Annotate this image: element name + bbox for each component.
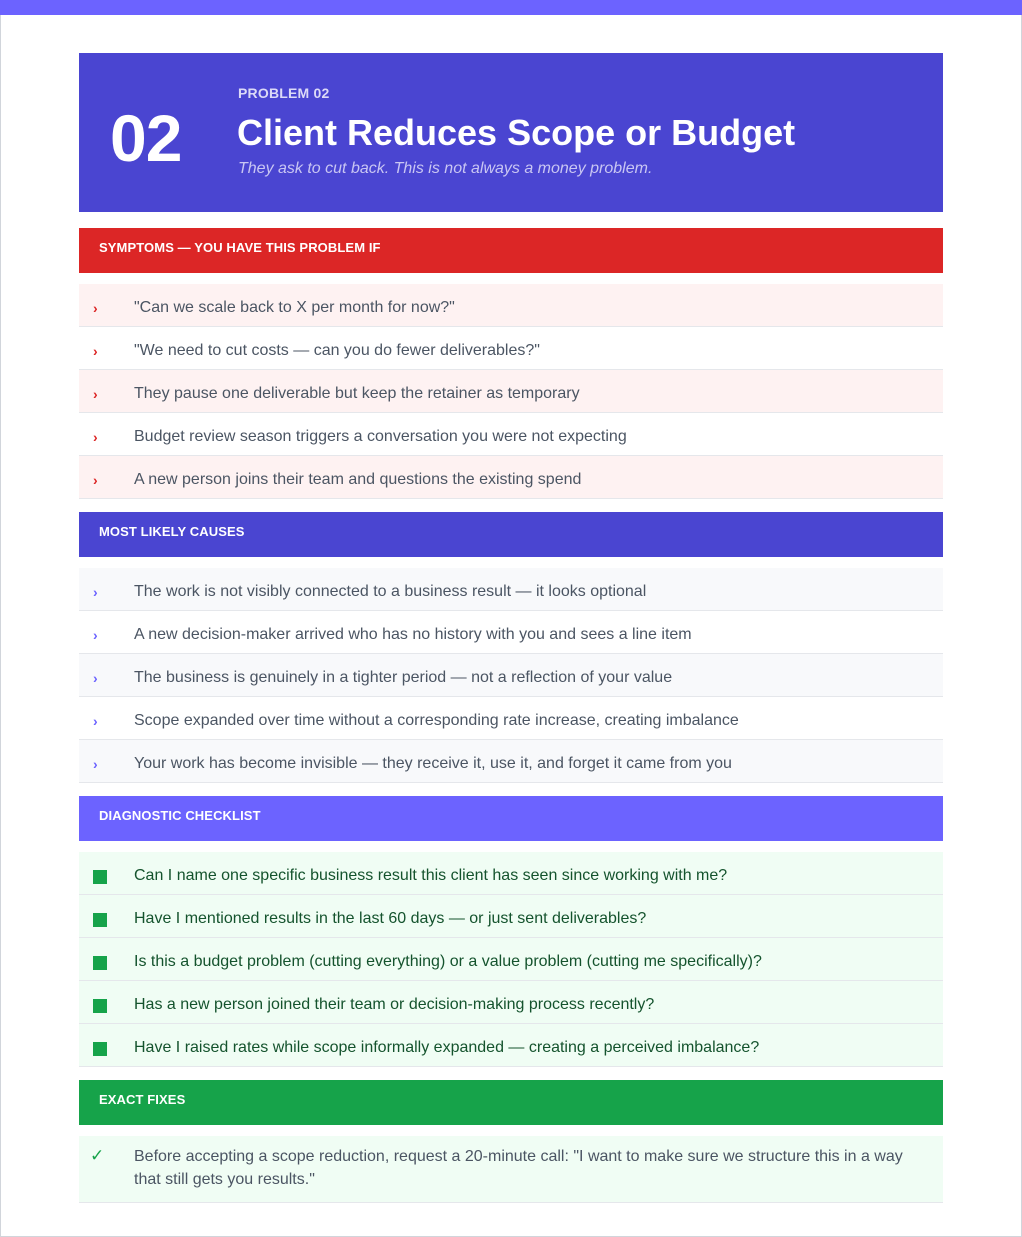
fixes-list	[79, 1136, 943, 1203]
checkbox-icon[interactable]	[93, 870, 107, 884]
top-accent-bar	[0, 0, 1022, 15]
chevron-right-icon: ›	[93, 429, 98, 445]
problem-number: 02	[110, 101, 182, 175]
chevron-right-icon: ›	[93, 300, 98, 316]
cause-item	[79, 611, 943, 654]
checklist-item	[79, 1024, 943, 1067]
cause-item	[79, 740, 943, 783]
symptom-text: "We need to cut costs — can you do fewer deliverables?"	[134, 342, 540, 359]
problem-card	[79, 53, 943, 1203]
chevron-right-icon: ›	[93, 627, 98, 643]
symptom-text: "Can we scale back to X per month for now?"	[134, 299, 455, 316]
checkbox-icon[interactable]	[93, 956, 107, 970]
cause-item	[79, 654, 943, 697]
fix-item	[79, 1136, 943, 1203]
problem-title: Client Reduces Scope or Budget	[237, 112, 796, 153]
chevron-right-icon: ›	[93, 756, 98, 772]
symptom-item	[79, 370, 943, 413]
cause-text: The work is not visibly connected to a business result — it looks optional	[134, 583, 647, 600]
symptoms-heading: SYMPTOMS — YOU HAVE THIS PROBLEM IF	[79, 228, 943, 273]
checklist-item	[79, 938, 943, 981]
symptom-item	[79, 327, 943, 370]
symptoms-list	[79, 284, 943, 499]
causes-list	[79, 568, 943, 783]
checklist-text: Can I name one specific business result this client has seen since working with me?	[134, 867, 728, 884]
symptom-text: A new person joins their team and questions the existing spend	[134, 471, 582, 488]
diagnostic-checklist	[79, 852, 943, 1067]
checklist-item	[79, 981, 943, 1024]
chevron-right-icon: ›	[93, 670, 98, 686]
checklist-item	[79, 895, 943, 938]
chevron-right-icon: ›	[93, 584, 98, 600]
symptom-item	[79, 413, 943, 456]
cause-item	[79, 568, 943, 611]
fix-text: Before accepting a scope reduction, request a 20-minute call: "I want to make sure we structure this in a way that still gets you results."	[134, 1148, 903, 1188]
checklist-text: Have I raised rates while scope informally expanded — creating a perceived imbalance?	[134, 1039, 760, 1056]
checklist-text: Is this a budget problem (cutting everything) or a value problem (cutting me specifically)?	[134, 953, 762, 970]
checklist-item	[79, 852, 943, 895]
chevron-right-icon: ›	[93, 343, 98, 359]
checklist-heading: DIAGNOSTIC CHECKLIST	[79, 796, 943, 841]
cause-text: Your work has become invisible — they receive it, use it, and forget it came from you	[134, 755, 732, 772]
problem-subtitle: They ask to cut back. This is not always a money problem.	[238, 160, 653, 177]
chevron-right-icon: ›	[93, 386, 98, 402]
checklist-text: Has a new person joined their team or decision-making process recently?	[134, 996, 655, 1013]
problem-header	[79, 53, 943, 212]
checklist-text: Have I mentioned results in the last 60 days — or just sent deliverables?	[134, 910, 647, 927]
cause-text: Scope expanded over time without a corresponding rate increase, creating imbalance	[134, 712, 739, 729]
fixes-heading: EXACT FIXES	[79, 1080, 943, 1125]
chevron-right-icon: ›	[93, 713, 98, 729]
symptom-text: Budget review season triggers a conversation you were not expecting	[134, 428, 627, 445]
cause-text: A new decision-maker arrived who has no history with you and sees a line item	[134, 626, 692, 643]
cause-text: The business is genuinely in a tighter period — not a reflection of your value	[134, 669, 673, 686]
symptom-item	[79, 284, 943, 327]
checkbox-icon[interactable]	[93, 913, 107, 927]
causes-heading: MOST LIKELY CAUSES	[79, 512, 943, 557]
checkbox-icon[interactable]	[93, 999, 107, 1013]
symptom-text: They pause one deliverable but keep the retainer as temporary	[134, 385, 580, 402]
checkmark-icon: ✓	[90, 1146, 105, 1165]
symptom-item	[79, 456, 943, 499]
chevron-right-icon: ›	[93, 472, 98, 488]
checkbox-icon[interactable]	[93, 1042, 107, 1056]
cause-item	[79, 697, 943, 740]
problem-kicker: PROBLEM 02	[238, 85, 330, 101]
